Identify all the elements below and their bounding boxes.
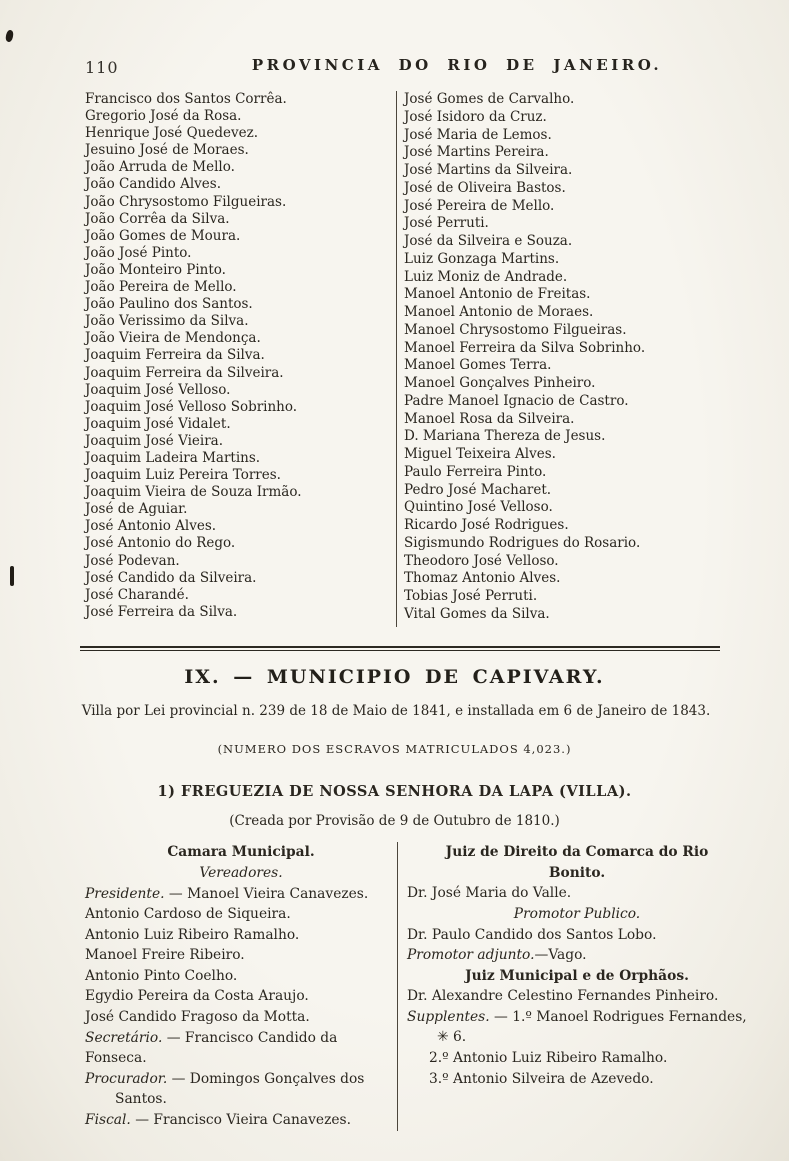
vereador-entry: Manoel Freire Ribeiro.: [85, 947, 245, 964]
name-entry: João Candido Alves.: [85, 176, 222, 193]
name-entry: Joaquim José Velloso Sobrinho.: [85, 398, 298, 415]
officials-section: [85, 842, 747, 1131]
vereador-entry: Antonio Cardoso de Siqueira.: [85, 906, 291, 923]
vereador-entry: Egydio Pereira da Costa Araujo.: [85, 988, 309, 1005]
name-entry: Thomaz Antonio Alves.: [404, 570, 561, 587]
slaves-matriculated-note: (NUMERO DOS ESCRAVOS MATRICULADOS 4,023.): [217, 742, 572, 756]
supplente-first: — 1.º Manoel Rodrigues Fernandes, ✳ 6.: [437, 1008, 747, 1046]
name-entry: João Monteiro Pinto.: [85, 261, 226, 278]
name-entry: João Vieira de Mendonça.: [85, 330, 261, 347]
promotor-publico-heading: Promotor Publico.: [513, 905, 641, 922]
running-title: PROVINCIA DO RIO DE JANEIRO.: [251, 56, 663, 74]
juiz-direito-name: Dr. José Maria do Valle.: [407, 885, 572, 901]
supplentes-line: [407, 1007, 747, 1048]
name-entry: João Pereira de Mello.: [85, 279, 237, 296]
secretario-label: Secretário.: [85, 1029, 163, 1046]
promotor-adjunto-label: Promotor adjunto.: [407, 947, 535, 964]
name-entry: Theodoro José Velloso.: [404, 552, 559, 569]
page-number: 110: [85, 58, 119, 77]
name-entry: Luiz Moniz de Andrade.: [404, 268, 568, 285]
name-entry: José Perruti.: [404, 215, 489, 232]
name-entry: Manoel Gomes Terra.: [404, 357, 552, 374]
name-entry: José da Silveira e Souza.: [404, 233, 573, 249]
supplentes-list: [407, 1048, 747, 1089]
name-entry: Luiz Gonzaga Martins.: [404, 250, 560, 267]
supplente-entry: 3.º Antonio Silveira de Azevedo.: [429, 1070, 654, 1087]
name-entry: João Chrysostomo Filgueiras.: [85, 193, 287, 210]
name-entry: José Charandé.: [85, 586, 189, 603]
name-entry: Manoel Antonio de Freitas.: [404, 286, 591, 303]
name-entry: D. Mariana Thereza de Jesus.: [404, 428, 606, 445]
vereador-entry: Antonio Pinto Coelho.: [85, 967, 238, 984]
promotor-adjunto-value: —Vago.: [534, 947, 587, 964]
name-entry: João Corrêa da Silva.: [85, 210, 230, 227]
name-column-left: [85, 91, 396, 631]
name-entry: José Maria de Lemos.: [404, 126, 552, 143]
name-list-section: [85, 91, 719, 631]
judiciary-column: [398, 842, 747, 1131]
presidente-line: [85, 884, 397, 905]
name-entry: Vital Gomes da Silva.: [404, 605, 550, 622]
fiscal-line: [85, 1110, 397, 1131]
fiscal-name: — Francisco Vieira Canavezes.: [130, 1112, 351, 1129]
presidente-name: — Manoel Vieira Canavezes.: [164, 885, 369, 902]
name-entry: José Antonio Alves.: [85, 518, 217, 535]
procurador-line: [85, 1069, 397, 1110]
name-entry: João Paulino dos Santos.: [85, 296, 253, 313]
name-entry: José Gomes de Carvalho.: [404, 91, 575, 107]
vereador-entry: José Candido Fragoso da Motta.: [85, 1009, 310, 1026]
name-entry: José de Aguiar.: [85, 501, 188, 518]
name-entry: Manoel Ferreira da Silva Sobrinho.: [404, 339, 646, 356]
name-entry: Manoel Chrysostomo Filgueiras.: [404, 321, 627, 338]
name-entry: Joaquim José Velloso.: [85, 381, 231, 398]
section-divider-double-rule: [80, 646, 720, 651]
name-entry: Manoel Antonio de Moraes.: [404, 304, 594, 320]
name-entry: José de Oliveira Bastos.: [404, 179, 566, 196]
freguezia-subtitle: (Creada por Provisão de 9 de Outubro de 1810.): [229, 813, 560, 829]
name-entry: José Martins Pereira.: [404, 144, 549, 161]
name-entry: Francisco dos Santos Corrêa.: [85, 91, 287, 107]
name-entry: José Martins da Silveira.: [404, 162, 573, 178]
name-entry: José Antonio do Rego.: [85, 535, 236, 552]
name-entry: Sigismundo Rodrigues do Rosario.: [404, 534, 641, 551]
fiscal-label: Fiscal.: [85, 1112, 131, 1129]
camara-heading: Camara Municipal.: [167, 844, 315, 860]
name-entry: João Gomes de Moura.: [85, 227, 241, 244]
name-entry: Pedro José Macharet.: [404, 481, 552, 498]
name-entry: Joaquim Ladeira Martins.: [85, 449, 261, 466]
freguezia-title: 1) FREGUEZIA DE NOSSA SENHORA DA LAPA (VILLA).: [157, 783, 632, 800]
name-entry: Miguel Teixeira Alves.: [404, 446, 556, 462]
vereadores-list: [85, 904, 397, 1028]
name-column-right: [397, 91, 719, 631]
secretario-name: — Francisco Candido da Fonseca.: [85, 1029, 338, 1067]
name-entry: Jesuino José de Moraes.: [85, 142, 249, 159]
secretario-line: [85, 1028, 397, 1069]
name-entry: João José Pinto.: [85, 244, 192, 261]
name-entry: Joaquim Vieira de Souza Irmão.: [85, 484, 302, 501]
camara-municipal-column: [85, 842, 397, 1131]
ink-smudge-left-margin: [10, 566, 14, 586]
presidente-label: Presidente.: [85, 885, 165, 902]
juiz-municipal-heading: Juiz Municipal e de Orphãos.: [465, 967, 689, 984]
name-entry: José Ferreira da Silva.: [85, 603, 238, 620]
juiz-municipal-name: Dr. Alexandre Celestino Fernandes Pinheiro.: [407, 988, 719, 1005]
name-entry: Manoel Gonçalves Pinheiro.: [404, 375, 596, 391]
name-entry: Tobias José Perruti.: [404, 588, 538, 604]
vereadores-heading: Vereadores.: [199, 864, 283, 881]
name-entry: João Arruda de Mello.: [85, 159, 235, 176]
name-entry: Padre Manoel Ignacio de Castro.: [404, 392, 629, 409]
name-entry: Manoel Rosa da Silveira.: [404, 410, 575, 427]
name-entry: Quintino José Velloso.: [404, 499, 553, 516]
name-entry: José Candido da Silveira.: [85, 569, 257, 586]
supplentes-label: Supplentes.: [407, 1008, 490, 1025]
ink-smudge-top-left: [5, 29, 14, 42]
name-entry: José Pereira de Mello.: [404, 197, 555, 214]
name-entry: Ricardo José Rodrigues.: [404, 517, 569, 533]
name-entry: Joaquim José Vieira.: [85, 432, 224, 449]
page-header: [85, 56, 719, 80]
name-entry: Joaquim Ferreira da Silva.: [85, 347, 265, 364]
promotor-name: Dr. Paulo Candido dos Santos Lobo.: [407, 926, 657, 943]
supplente-entry: 2.º Antonio Luiz Ribeiro Ramalho.: [429, 1050, 668, 1067]
name-entry: João Verissimo da Silva.: [85, 313, 249, 330]
name-entry: José Isidoro da Cruz.: [404, 108, 547, 125]
promotor-adjunto-line: [407, 945, 747, 966]
municipio-intro: Villa por Lei provincial n. 239 de 18 de Maio de 1841, e installada em 6 de Janeiro de 1843.: [81, 703, 711, 719]
procurador-label: Procurador.: [85, 1070, 168, 1087]
name-entry: Joaquim Ferreira da Silveira.: [85, 364, 284, 381]
juiz-direito-heading: Juiz de Direito da Comarca do Rio Bonito.: [445, 844, 709, 881]
municipio-section-title: IX. — MUNICIPIO DE CAPIVARY.: [184, 666, 605, 688]
name-entry: Joaquim Luiz Pereira Torres.: [85, 467, 281, 484]
name-entry: José Podevan.: [85, 552, 180, 569]
procurador-name: — Domingos Gonçalves dos Santos.: [115, 1070, 365, 1108]
name-entry: Gregorio José da Rosa.: [85, 108, 242, 125]
vereador-entry: Antonio Luiz Ribeiro Ramalho.: [85, 926, 300, 943]
name-entry: Henrique José Quedevez.: [85, 125, 258, 142]
name-entry: Paulo Ferreira Pinto.: [404, 463, 547, 480]
name-entry: Joaquim José Vidalet.: [85, 415, 231, 432]
